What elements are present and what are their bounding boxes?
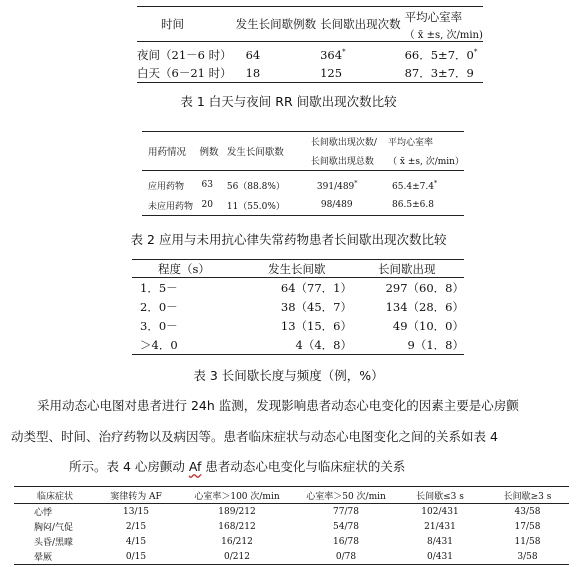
t4-r1-c5: 17/58 bbox=[514, 521, 541, 532]
table-3-caption: 表 3 长间歇长度与频度（例，%） bbox=[193, 368, 384, 383]
t2-header-rate-unit: （ x̄ ±s, 次/min） bbox=[388, 151, 464, 171]
t4-r1-c4: 21/431 bbox=[424, 521, 456, 532]
t1-count-night-cell bbox=[316, 42, 401, 65]
t4-r0-c5: 43/58 bbox=[514, 506, 541, 517]
t2-rate-nodrug: 86.5±6.8 bbox=[392, 200, 434, 210]
t1-header-cases: 发生长间歇例数 bbox=[232, 7, 317, 42]
t4-header-pause-ge3: 长间歇≥3 s bbox=[486, 487, 569, 504]
table-row bbox=[132, 316, 464, 335]
t2-n-drug: 63 bbox=[201, 180, 213, 190]
table-row bbox=[132, 297, 464, 316]
t1-header-rate: 平均心室率 bbox=[404, 9, 463, 24]
table-row bbox=[137, 64, 483, 83]
t2-header-rate: 平均心室率 bbox=[388, 138, 434, 148]
table-3 bbox=[132, 259, 464, 355]
t4-header-pause-le3: 长间歇≤3 s bbox=[394, 487, 486, 504]
t4-r0-c0: 心悸 bbox=[34, 508, 53, 518]
table-row bbox=[137, 42, 483, 65]
t3-r0-occ: 297（60．8） bbox=[385, 280, 464, 295]
t4-r1-c1: 2/15 bbox=[125, 521, 147, 532]
paragraph-line-2: 动类型、时间、治疗药物以及病因等。患者临床症状与动态心电图变化之间的关系如表 4 bbox=[11, 429, 498, 444]
t3-r2-events: 13（15．6） bbox=[280, 318, 352, 333]
table-row bbox=[142, 171, 464, 196]
t3-r1-occ: 134（28．6） bbox=[385, 299, 464, 314]
t2-events-nodrug: 11（55.0%） bbox=[226, 201, 285, 212]
t4-header-symptom: 临床症状 bbox=[14, 487, 96, 504]
t2-ratio-drug-cell bbox=[311, 171, 388, 196]
t4-r1-c0: 胸闷/气促 bbox=[34, 523, 74, 533]
t3-r0-events: 64（77．1） bbox=[280, 280, 352, 295]
t3-r2-degree: 3．0－ bbox=[140, 318, 178, 333]
t2-ratio-drug-mark: * bbox=[354, 178, 358, 187]
t4-r0-c1: 13/15 bbox=[123, 506, 149, 517]
t3-r1-events: 38（45．7） bbox=[280, 299, 352, 314]
t2-events-drug: 56（88.8%） bbox=[226, 181, 285, 192]
t1-header-rate-unit: （ x̄ ±s, 次/min) bbox=[401, 26, 483, 42]
t1-rate-night-cell bbox=[401, 42, 483, 65]
t3-r0-degree: 1．5－ bbox=[140, 280, 178, 295]
t2-ratio-drug: 391/489 bbox=[316, 181, 355, 192]
t3-r3-occ: 9（1．8） bbox=[407, 337, 464, 352]
table-4 bbox=[14, 486, 569, 565]
t2-use-nodrug: 未应用药物 bbox=[148, 201, 194, 212]
t2-header-events: 发生长间歇数 bbox=[227, 132, 311, 171]
t2-rate-drug: 65.4±7.4 bbox=[392, 181, 434, 192]
t1-rate-night: 66．5±7．0 bbox=[404, 48, 474, 62]
paragraph-line-3-a: 所示。表 4 心房颤动 bbox=[69, 459, 189, 474]
t2-header-use: 用药情况 bbox=[142, 132, 200, 171]
t4-r0-c4: 102/431 bbox=[421, 506, 459, 517]
t4-r2-c1: 4/15 bbox=[125, 536, 147, 547]
table-row bbox=[132, 335, 464, 355]
t4-r2-c5: 11/58 bbox=[514, 536, 541, 547]
table-row bbox=[14, 549, 569, 565]
t1-time-day: 白天（6－21 时） bbox=[137, 66, 232, 80]
t1-count-day: 125 bbox=[320, 66, 343, 80]
t4-r1-c3: 54/78 bbox=[333, 521, 359, 532]
t2-header-n: 例数 bbox=[200, 132, 227, 171]
t2-rate-drug-cell bbox=[388, 171, 464, 196]
t4-r0-c2: 189/212 bbox=[218, 506, 256, 517]
table-2 bbox=[142, 131, 464, 216]
t4-r2-c2: 16/212 bbox=[221, 536, 253, 547]
t3-header-occurrence: 长间歇出现 bbox=[352, 260, 464, 278]
t4-header-sinus-af: 窦律转为 AF bbox=[96, 487, 176, 504]
t4-r3-c0: 晕厥 bbox=[34, 553, 53, 563]
t4-r2-c3: 16/78 bbox=[333, 536, 359, 547]
t3-r2-occ: 49（10．0） bbox=[392, 318, 464, 333]
t3-r3-events: 4（4．8） bbox=[295, 337, 352, 352]
paragraph-line-1: 采用动态心电图对患者进行 24h 监测，发现影响患者动态心电变化的因素主要是心房颤 bbox=[37, 398, 519, 413]
t2-use-drug: 应用药物 bbox=[148, 181, 185, 192]
table-row bbox=[14, 519, 569, 534]
t1-cases-night: 64 bbox=[245, 48, 261, 62]
table-1 bbox=[137, 6, 483, 83]
t2-rate-drug-mark: * bbox=[433, 178, 438, 187]
t1-time-night: 夜间（21－6 时） bbox=[137, 48, 232, 62]
t4-r3-c4: 0/431 bbox=[427, 551, 453, 562]
t4-r0-c3: 77/78 bbox=[333, 506, 359, 517]
t2-header-ratio: 长间歇出现次数/ bbox=[310, 138, 377, 148]
t2-n-nodrug: 20 bbox=[201, 200, 213, 210]
t4-r3-c3: 0/78 bbox=[335, 551, 357, 562]
table-2-caption: 表 2 应用与未用抗心律失常药物患者长间歇出现次数比较 bbox=[130, 232, 447, 247]
t4-r3-c5: 3/58 bbox=[517, 551, 538, 562]
t1-count-night-mark: * bbox=[342, 48, 346, 57]
t1-rate-night-mark: * bbox=[473, 48, 478, 57]
t3-r3-degree: ＞4．0 bbox=[140, 337, 178, 352]
t1-header-time: 时间 bbox=[137, 7, 232, 42]
t4-header-rate-50: 心室率＞50 次/min bbox=[298, 487, 394, 504]
t3-header-degree: 程度（s） bbox=[132, 260, 242, 278]
t3-header-events: 发生长间歇 bbox=[242, 260, 352, 278]
t3-r1-degree: 2．0－ bbox=[140, 299, 178, 314]
table-row bbox=[142, 195, 464, 216]
t4-r2-c4: 8/431 bbox=[427, 536, 453, 547]
paragraph-line-3-c: 患者动态心电变化与临床症状的关系 bbox=[201, 459, 406, 474]
t4-r1-c2: 168/212 bbox=[218, 521, 256, 532]
table-row bbox=[14, 534, 569, 549]
t1-header-count: 长间歇出现次数 bbox=[316, 7, 401, 42]
paragraph-line-3 bbox=[0, 459, 577, 475]
table-row bbox=[14, 504, 569, 520]
t4-r3-c2: 0/212 bbox=[224, 551, 250, 562]
t1-rate-day: 87．3±7．9 bbox=[404, 66, 474, 80]
t1-cases-day: 18 bbox=[245, 66, 261, 80]
table-row bbox=[132, 278, 464, 298]
t4-r3-c1: 0/15 bbox=[125, 551, 147, 562]
t2-ratio-nodrug: 98/489 bbox=[320, 200, 353, 210]
t4-header-rate-100: 心室率＞100 次/min bbox=[176, 487, 298, 504]
t4-r2-c0: 头昏/黑曚 bbox=[34, 538, 74, 548]
af-term: Af bbox=[188, 459, 202, 474]
table-1-caption: 表 1 白天与夜间 RR 间歇出现次数比较 bbox=[180, 94, 397, 109]
t1-count-night: 364 bbox=[320, 48, 343, 62]
t2-header-ratio-total: 长间歇出现总数 bbox=[311, 151, 388, 171]
